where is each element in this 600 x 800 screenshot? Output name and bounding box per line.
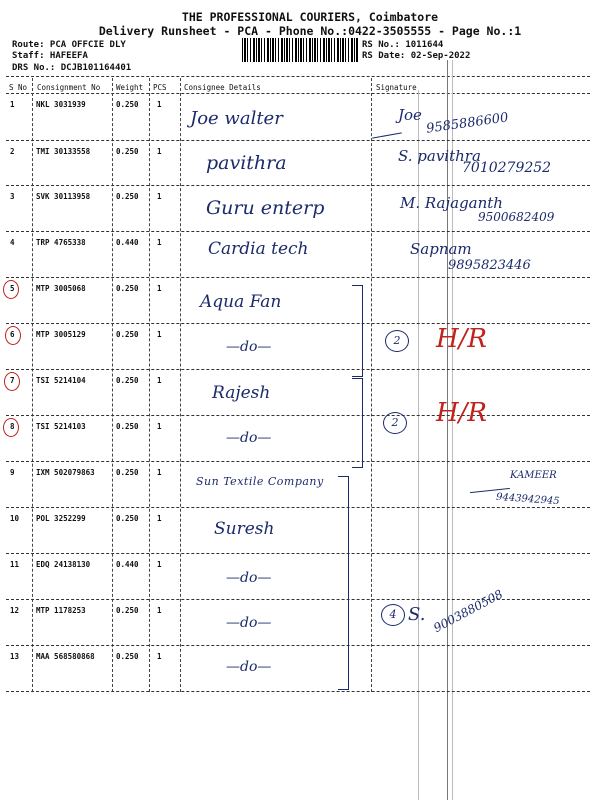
row-7-weight: 0.250 — [116, 376, 139, 385]
row-6-consignment: MTP 3005129 — [36, 330, 86, 339]
row-divider — [6, 507, 590, 508]
row-9-sno: 9 — [10, 468, 15, 477]
row-divider — [6, 553, 590, 554]
company-title: THE PROFESSIONAL COURIERS, Coimbatore — [181, 10, 439, 24]
row-3-consignee: Guru enterp — [206, 197, 325, 219]
row-6-hr-mark: H/R — [436, 324, 488, 354]
group-bracket — [338, 476, 349, 690]
col-header-consignee: Consignee Details — [184, 83, 261, 92]
row-4-sno: 4 — [10, 238, 15, 247]
row-10-pcs: 1 — [157, 514, 162, 523]
row-12-pcs: 1 — [157, 606, 162, 615]
row-10-weight: 0.250 — [116, 514, 139, 523]
col-header-weight: Weight — [116, 83, 144, 92]
row-3-pcs: 1 — [157, 192, 162, 201]
rs-number: RS No.: 1011644 — [362, 40, 444, 50]
row-3-phone: 9500682409 — [478, 210, 555, 224]
row-5-weight: 0.250 — [116, 284, 139, 293]
scan-artifact-line — [452, 60, 453, 800]
row-13-consignment: MAA 568580868 — [36, 652, 95, 661]
row-2-phone: 7010279252 — [462, 160, 552, 176]
row-10-sno: 10 — [10, 514, 20, 523]
row-9-pcs: 1 — [157, 468, 162, 477]
row-1-weight: 0.250 — [116, 100, 139, 109]
barcode-image — [242, 38, 358, 62]
row-11-sno: 11 — [10, 560, 20, 569]
row-divider — [6, 185, 590, 186]
row-divider — [6, 415, 590, 416]
staff-label: Staff: HAFEEFA — [12, 51, 88, 61]
drs-number: DRS No.: DCJB101164401 — [12, 63, 132, 73]
row-4-phone: 9895823446 — [448, 258, 531, 273]
col-header-consignment: Consignment No — [37, 83, 101, 92]
row-6-sno: 6 — [10, 330, 15, 339]
row-12-signature: S. — [408, 604, 426, 625]
row-12-consignee: —do— — [226, 615, 272, 631]
row-11-pcs: 1 — [157, 560, 162, 569]
row-2-signature: S. pavithra — [398, 147, 481, 165]
row-11-consignee: —do— — [226, 570, 272, 586]
row-1-phone: 9585886600 — [425, 110, 510, 137]
col-header-signature: Signature — [376, 83, 417, 92]
row-divider — [6, 461, 590, 462]
row-2-consignee: pavithra — [206, 152, 287, 174]
row-6-consignee: —do— — [226, 339, 272, 355]
row-7-sno: 7 — [10, 376, 15, 385]
row-divider — [6, 369, 590, 370]
rs-date: RS Date: 02-Sep-2022 — [362, 51, 471, 61]
row-divider — [6, 231, 590, 232]
row-8-hr-mark: H/R — [436, 398, 488, 428]
row-5-sno: 5 — [10, 284, 15, 293]
row-3-weight: 0.250 — [116, 192, 139, 201]
row-13-weight: 0.250 — [116, 652, 139, 661]
runsheet-title: Delivery Runsheet - PCA - Phone No.:0422-3505555 - Page No.:1 — [98, 24, 522, 38]
row-9-phone: 9443942945 — [495, 491, 560, 508]
row-4-pcs: 1 — [157, 238, 162, 247]
group-bracket — [352, 285, 363, 377]
row-13-pcs: 1 — [157, 652, 162, 661]
row-4-consignment: TRP 4765338 — [36, 238, 86, 247]
row-9-consignee: Sun Textile Company — [196, 475, 324, 488]
row-8-consignee: —do— — [226, 430, 272, 446]
row-1-signature: Joe — [398, 106, 422, 124]
header-rule-top — [6, 76, 590, 77]
row-7-consignment: TSI 5214104 — [36, 376, 86, 385]
row-9-signature: KAMEER — [510, 470, 557, 481]
group-c-count: 4 — [381, 604, 405, 626]
row-12-weight: 0.250 — [116, 606, 139, 615]
row-1-pcs: 1 — [157, 100, 162, 109]
row-9-weight: 0.250 — [116, 468, 139, 477]
group-bracket — [352, 378, 363, 468]
row-8-consignment: TSI 5214103 — [36, 422, 86, 431]
row-3-signature: M. Rajaganth — [400, 194, 503, 212]
row-2-pcs: 1 — [157, 147, 162, 156]
row-3-consignment: SVK 30113958 — [36, 192, 91, 201]
row-7-pcs: 1 — [157, 376, 162, 385]
row-10-consignee: Suresh — [214, 519, 275, 539]
row-divider — [6, 277, 590, 278]
row-4-signature: Sapnam — [410, 240, 472, 258]
col-header-pcs: PCS — [153, 83, 167, 92]
row-9-consignment: IXM 502079863 — [36, 468, 95, 477]
row-7-consignee: Rajesh — [212, 383, 271, 403]
route-label: Route: PCA OFFCIE DLY — [12, 40, 126, 50]
row-8-sno: 8 — [10, 422, 15, 431]
scan-artifact-line — [447, 60, 448, 800]
row-divider — [6, 645, 590, 646]
row-13-consignee: —do— — [226, 659, 272, 675]
row-2-sno: 2 — [10, 147, 15, 156]
row-divider — [6, 140, 590, 141]
row-1-sno: 1 — [10, 100, 15, 109]
row-2-consignment: TMI 30133558 — [36, 147, 91, 156]
row-2-weight: 0.250 — [116, 147, 139, 156]
row-6-pcs: 1 — [157, 330, 162, 339]
header-rule-bottom — [6, 93, 590, 94]
row-11-weight: 0.440 — [116, 560, 139, 569]
row-10-consignment: POL 3252299 — [36, 514, 86, 523]
row-4-weight: 0.440 — [116, 238, 139, 247]
row-8-pcs: 1 — [157, 422, 162, 431]
group-b-count: 2 — [383, 412, 407, 434]
row-5-consignment: MTP 3005068 — [36, 284, 86, 293]
row-8-weight: 0.250 — [116, 422, 139, 431]
row-1-consignee: Joe walter — [190, 108, 283, 129]
row-4-consignee: Cardia tech — [208, 239, 309, 259]
row-divider — [6, 691, 590, 692]
group-a-count: 2 — [385, 330, 409, 352]
row-5-pcs: 1 — [157, 284, 162, 293]
signature-stroke — [372, 132, 402, 138]
row-5-consignee: Aqua Fan — [200, 292, 282, 312]
row-6-weight: 0.250 — [116, 330, 139, 339]
row-1-consignment: NKL 3031939 — [36, 100, 86, 109]
row-12-phone: 9003880508 — [431, 586, 506, 636]
row-divider — [6, 323, 590, 324]
row-13-sno: 13 — [10, 652, 20, 661]
row-12-consignment: MTP 1178253 — [36, 606, 86, 615]
col-header-sno: S No — [9, 83, 28, 92]
row-12-sno: 12 — [10, 606, 20, 615]
row-3-sno: 3 — [10, 192, 15, 201]
row-11-consignment: EDQ 24138130 — [36, 560, 91, 569]
